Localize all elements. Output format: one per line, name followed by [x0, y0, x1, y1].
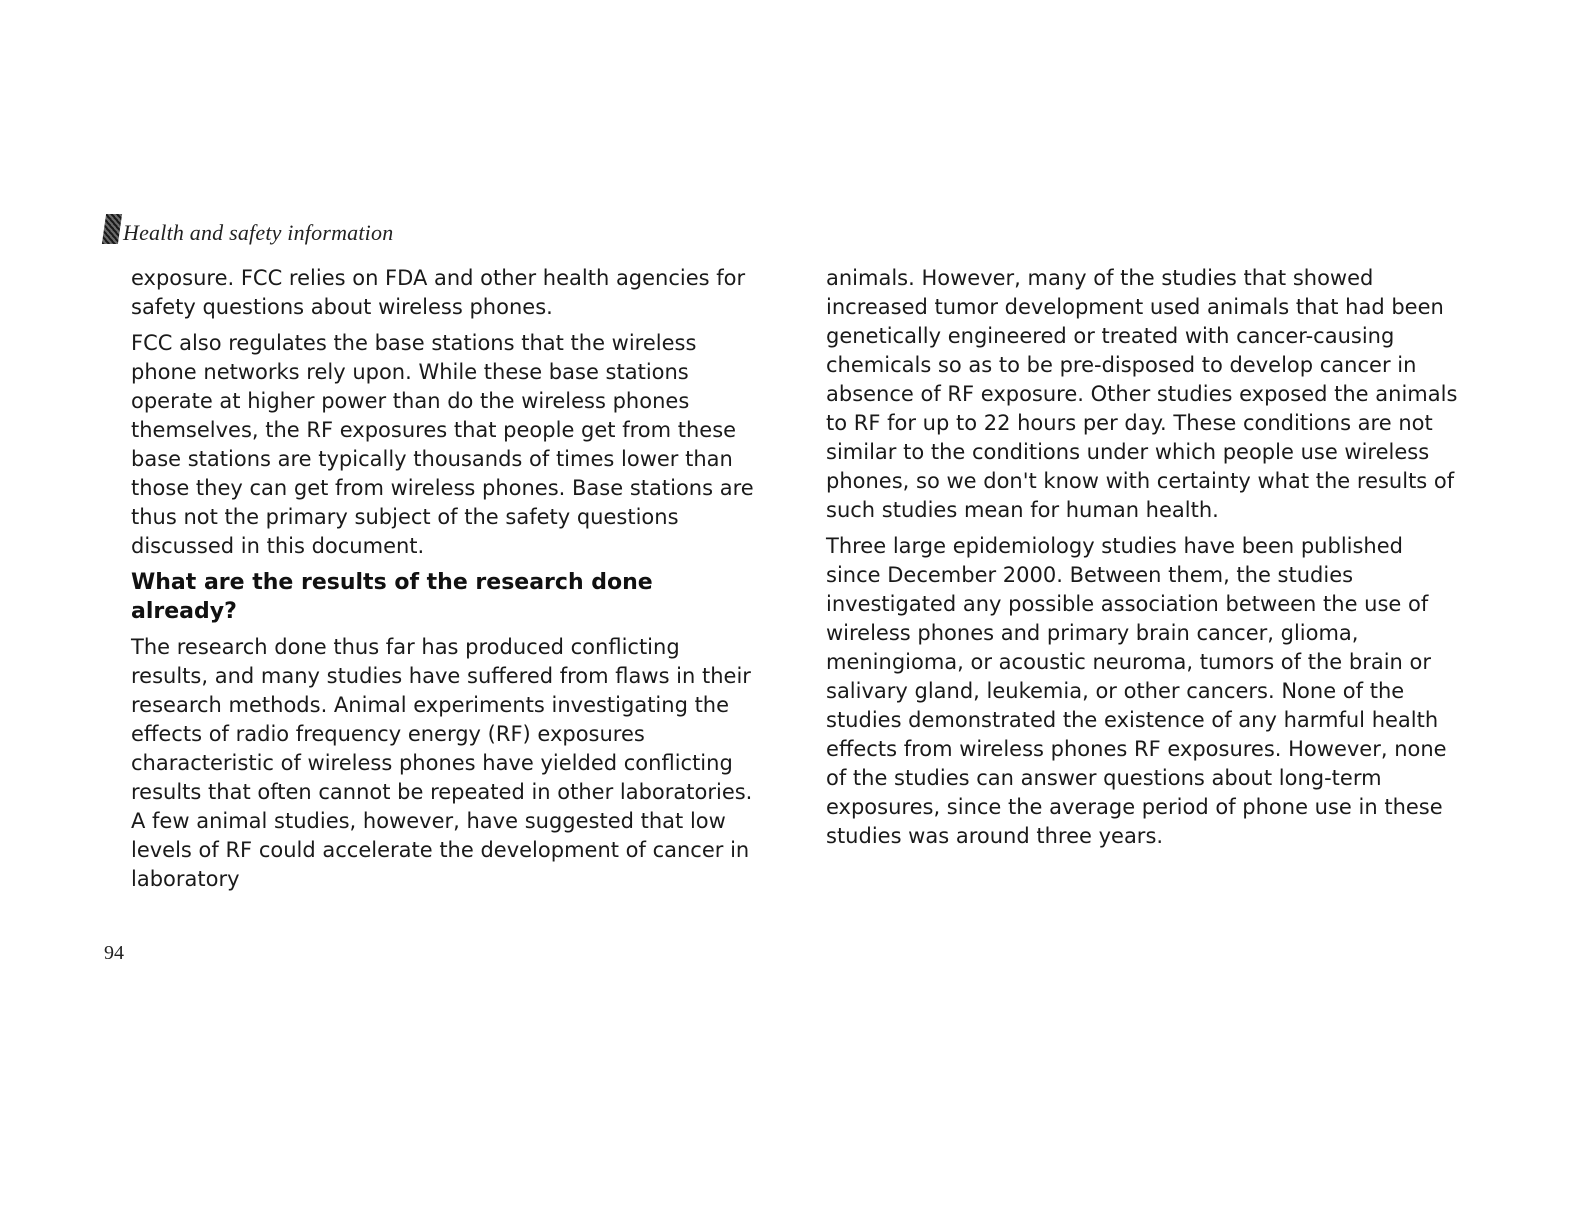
left-paragraph-3: The research done thus far has produced conflicting results, and many studies have suffered from flaws in their research methods. Animal experiments investigating the effects of radio frequency energy (RF) exposures characteristic of wireless phones have yielded conflicting results that often cannot be repeated in other laboratories. A few animal studies, however, have suggested that low levels of RF could accelerate the development of cancer in laboratory [131, 635, 753, 891]
running-head-title: Health and safety information [123, 220, 394, 245]
left-column [131, 264, 763, 901]
right-paragraph-2: Three large epidemiology studies have been published since December 2000. Between them, the studies investigated any possible association between the use of wireless phones and primary brain cancer, glioma, meningioma, or acoustic neuroma, tumors of the brain or salivary gland, leukemia, or other cancers. None of the studies demonstrated the existence of any harmful health effects from wireless phones RF exposures. However, none of the studies can answer questions about long-term exposures, since the average period of phone use in these studies was around three years. [826, 534, 1447, 848]
left-paragraph-2: FCC also regulates the base stations that the wireless phone networks rely upon. While these base stations operate at higher power than do the wireless phones themselves, the RF exposures that people get from these base stations are typically thousands of times lower than those they can get from wireless phones. Base stations are thus not the primary subject of the safety questions discussed in this document. [131, 331, 754, 558]
right-paragraph-1: animals. However, many of the studies that showed increased tumor development used animals that had been genetically engineered or treated with cancer-causing chemicals so as to be pre-disposed to develop cancer in absence of RF exposure. Other studies exposed the animals to RF for up to 22 hours per day. These conditions are not similar to the conditions under which people use wireless phones, so we don't know with certainty what the results of such studies mean for human health. [826, 266, 1458, 522]
section-heading: What are the results of the research done already? [131, 570, 653, 624]
page-number: 94 [104, 942, 124, 964]
right-column [826, 264, 1462, 858]
left-paragraph-1: exposure. FCC relies on FDA and other health agencies for safety questions about wireless phones. [131, 266, 746, 319]
section-bar-icon [102, 214, 122, 244]
running-head [104, 212, 393, 244]
